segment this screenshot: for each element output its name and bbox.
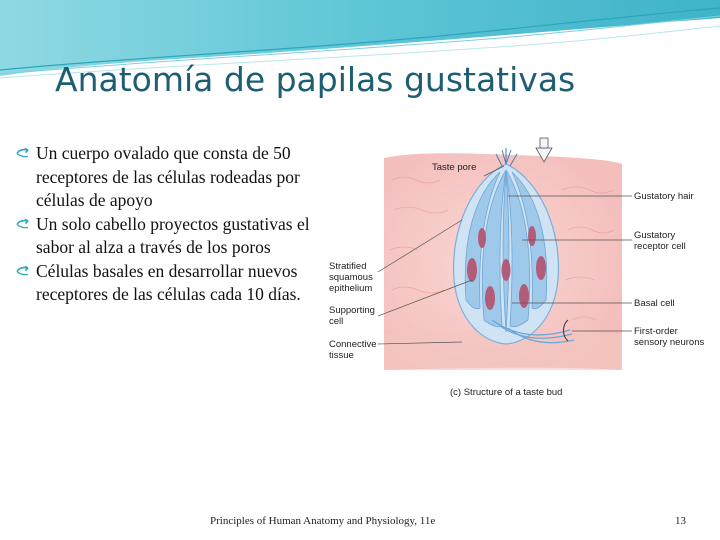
footer-text: Principles of Human Anatomy and Physiology, 11e: [210, 515, 436, 527]
bullet-arrow-icon: [16, 148, 30, 159]
taste-bud-illustration: [322, 120, 720, 402]
bullet-list: [16, 142, 331, 307]
bullet-item: [16, 142, 331, 213]
label-gustatory-hair: Gustatory hair: [634, 191, 694, 202]
label-taste-pore: Taste pore: [432, 162, 477, 173]
label-supporting-cell: Supporting cell: [329, 305, 375, 327]
label-stratified-epithelium: Stratified squamous epithelium: [329, 261, 373, 294]
figure-caption: (c) Structure of a taste bud: [450, 387, 563, 398]
page-number: 13: [675, 515, 686, 527]
bullet-arrow-icon: [16, 266, 30, 277]
label-gustatory-receptor-cell: Gustatory receptor cell: [634, 230, 686, 252]
bullet-item: [16, 213, 331, 260]
slide-title: Anatomía de papilas gustativas: [55, 60, 576, 99]
bullet-text: Un solo cabello proyectos gustativas el sabor al alza a través de los poros: [36, 213, 310, 257]
bullet-arrow-icon: [16, 219, 30, 230]
label-basal-cell: Basal cell: [634, 298, 675, 309]
label-first-order-neurons: First-order sensory neurons: [634, 326, 705, 348]
bullet-text: Células basales en desarrollar nuevos receptores de las células cada 10 días.: [36, 260, 301, 304]
bullet-text: Un cuerpo ovalado que consta de 50 receptores de las células rodeadas por células de apoyo: [36, 143, 300, 210]
label-connective-tissue: Connective tissue: [329, 339, 377, 361]
bullet-item: [16, 260, 331, 307]
taste-bud-figure: [322, 120, 720, 402]
